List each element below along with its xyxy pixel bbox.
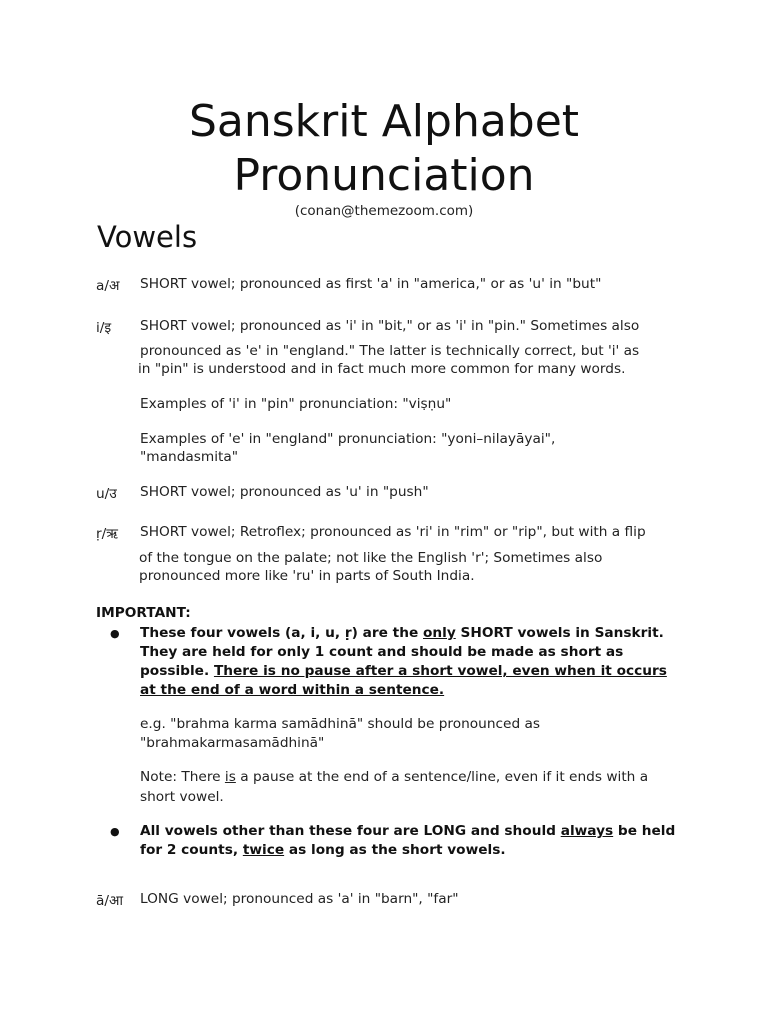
vowel-a-label: a/अ	[96, 278, 120, 294]
example-line-1: e.g. "brahma karma samādhinā" should be pronounced as	[140, 716, 541, 732]
vowel-i-example-england-1: Examples of 'e' in "england" pronunciation: "yoni–nilayāyai",	[140, 431, 556, 447]
bullet-2-line-1-start: All vowels other than these four are LONG and should	[140, 823, 561, 839]
vowel-r-line-3: pronounced more like 'ru' in parts of South India.	[139, 568, 475, 584]
vowel-a-description: SHORT vowel; pronounced as first 'a' in "america," or as 'u' in "but"	[140, 276, 602, 292]
note-end: a pause at the end of a sentence/line, even if it ends with a	[235, 769, 649, 785]
emphasis-no-pause: There is no pause after a short vowel, even when it occurs	[213, 663, 667, 679]
vowel-i-example-england-2: "mandasmita"	[140, 449, 239, 465]
vowel-i-line-3: in "pin" is understood and in fact much more common for many words.	[138, 361, 626, 377]
bullet-2-marker: ●	[110, 825, 120, 838]
bullet-1-marker: ●	[110, 627, 120, 640]
section-heading-vowels: Vowels	[97, 220, 198, 254]
bullet-2-line-1	[140, 823, 675, 839]
page-title-line-1: Sanskrit Alphabet	[188, 96, 580, 147]
author-email: (conan@themezoom.com)	[294, 203, 474, 219]
emphasis-twice: twice	[242, 842, 285, 858]
note-line-2: short vowel.	[140, 789, 224, 805]
vowel-i-example-pin: Examples of 'i' in "pin" pronunciation: "viṣṇu"	[140, 396, 452, 412]
vowel-r-line-2: of the tongue on the palate; not like the English 'r'; Sometimes also	[139, 550, 603, 566]
bullet-1-line-2: They are held for only 1 count and should be made as short as	[140, 644, 624, 660]
bullet-1-line-3-start: possible.	[140, 663, 214, 679]
note-line-1	[140, 769, 648, 785]
vowel-u-description: SHORT vowel; pronounced as 'u' in "push"	[140, 484, 429, 500]
emphasis-is: is	[224, 769, 236, 785]
vowel-u-label: u/उ	[96, 486, 117, 502]
vowel-r-line-1: SHORT vowel; Retroflex; pronounced as 'ri' in "rim" or "rip", but with a flip	[140, 524, 646, 540]
bullet-2-line-1-end: be held	[613, 823, 676, 839]
bullet-2-line-2-end: as long as the short vowels.	[284, 842, 506, 858]
emphasis-always: always	[560, 823, 614, 839]
bullet-1-line-1	[140, 625, 664, 641]
vowel-aa-label: ā/आ	[96, 893, 123, 909]
bullet-1-line-4	[140, 682, 444, 698]
emphasis-only: only	[423, 625, 456, 641]
note-start: Note: There	[140, 769, 225, 785]
bullet-1-line-1-end: SHORT vowels in Sanskrit.	[455, 625, 664, 641]
important-heading: IMPORTANT:	[96, 605, 191, 621]
page-title-line-2: Pronunciation	[233, 150, 535, 201]
emphasis-end-of-word: at the end of a word within a sentence.	[140, 682, 445, 698]
bullet-2-line-2	[140, 842, 506, 858]
bullet-2-line-2-start: for 2 counts,	[140, 842, 243, 858]
vowel-aa-description: LONG vowel; pronounced as 'a' in "barn", "far"	[140, 891, 459, 907]
vowel-i-label: i/इ	[96, 320, 112, 336]
example-line-2: "brahmakarmasamādhinā"	[140, 735, 325, 751]
vowel-i-line-1: SHORT vowel; pronounced as 'i' in "bit," or as 'i' in "pin." Sometimes also	[140, 318, 640, 334]
vowel-i-line-2: pronounced as 'e' in "england." The latter is technically correct, but 'i' as	[140, 343, 640, 359]
bullet-1-line-3	[140, 663, 667, 679]
vowel-r-label: ṛ/ऋ	[96, 526, 118, 542]
bullet-1-line-1-start: These four vowels (a, i, u, ṛ) are the	[140, 625, 423, 641]
